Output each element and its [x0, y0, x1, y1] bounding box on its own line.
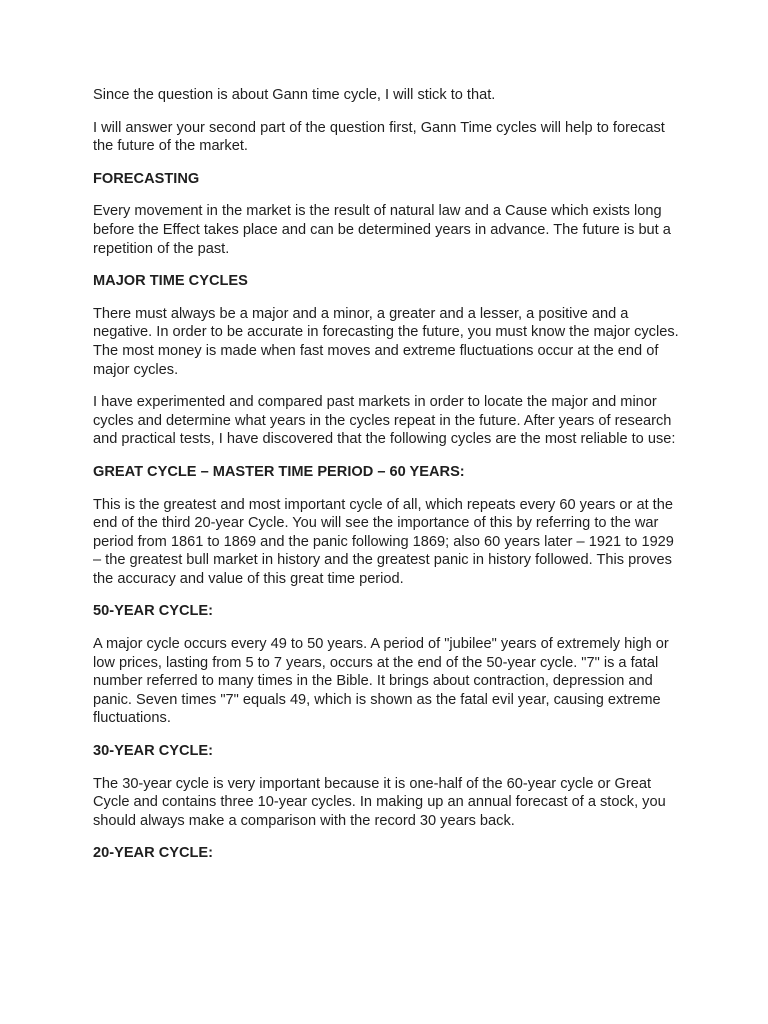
thirty-year-cycle-heading: 30-YEAR CYCLE:: [93, 743, 214, 760]
document-body: [93, 86, 681, 877]
twenty-year-cycle-heading: 20-YEAR CYCLE:: [93, 845, 214, 862]
answer-paragraph: I will answer your second part of the question first, Gann Time cycles will help to forecast the future of the market.: [93, 119, 665, 155]
forecasting-paragraph: Every movement in the market is the result of natural law and a Cause which exists long before the Effect takes place and can be determined years in advance. The future is but a repetition of the past.: [93, 203, 671, 257]
fifty-year-cycle-paragraph: A major cycle occurs every 49 to 50 years. A period of "jubilee" years of extremely high or low prices, lasting from 5 to 7 years, occurs at the end of the 50-year cycle. "7" is a fatal number referred to many times in the Bible. It brings about contraction, depression and panic. Seven times "7" equals 49, which is shown as the fatal evil year, causing extreme fluctuations.: [93, 636, 669, 727]
research-paragraph: I have experimented and compared past markets in order to locate the major and minor cycles and determine what years in the cycles repeat in the future. After years of research and practical tests, I have discovered that the following cycles are the most reliable to use:: [93, 394, 676, 448]
intro-paragraph: Since the question is about Gann time cycle, I will stick to that.: [93, 87, 496, 103]
major-time-cycles-heading: MAJOR TIME CYCLES: [93, 273, 248, 290]
forecasting-heading: FORECASTING: [93, 170, 200, 187]
fifty-year-cycle-heading: 50-YEAR CYCLE:: [93, 603, 214, 620]
thirty-year-cycle-paragraph: The 30-year cycle is very important because it is one-half of the 60-year cycle or Great Cycle and contains three 10-year cycles. In making up an annual forecast of a stock, you should always make a comparison with the record 30 years back.: [93, 775, 666, 829]
major-cycles-paragraph: There must always be a major and a minor, a greater and a lesser, a positive and a negative. In order to be accurate in forecasting the future, you must know the major cycles. The most money is made when fast moves and extreme fluctuations occur at the end of major cycles.: [93, 305, 679, 378]
great-cycle-paragraph: This is the greatest and most important cycle of all, which repeats every 60 years or at the end of the third 20-year Cycle. You will see the importance of this by referring to the war period from 1861 to 1869 and the panic following 1869; also 60 years later – 1921 to 1929 – the greatest bull market in history and the greatest panic in history followed. This proves the accuracy and value of this great time period.: [93, 496, 674, 587]
great-cycle-heading: GREAT CYCLE – MASTER TIME PERIOD – 60 YEARS:: [93, 463, 465, 480]
